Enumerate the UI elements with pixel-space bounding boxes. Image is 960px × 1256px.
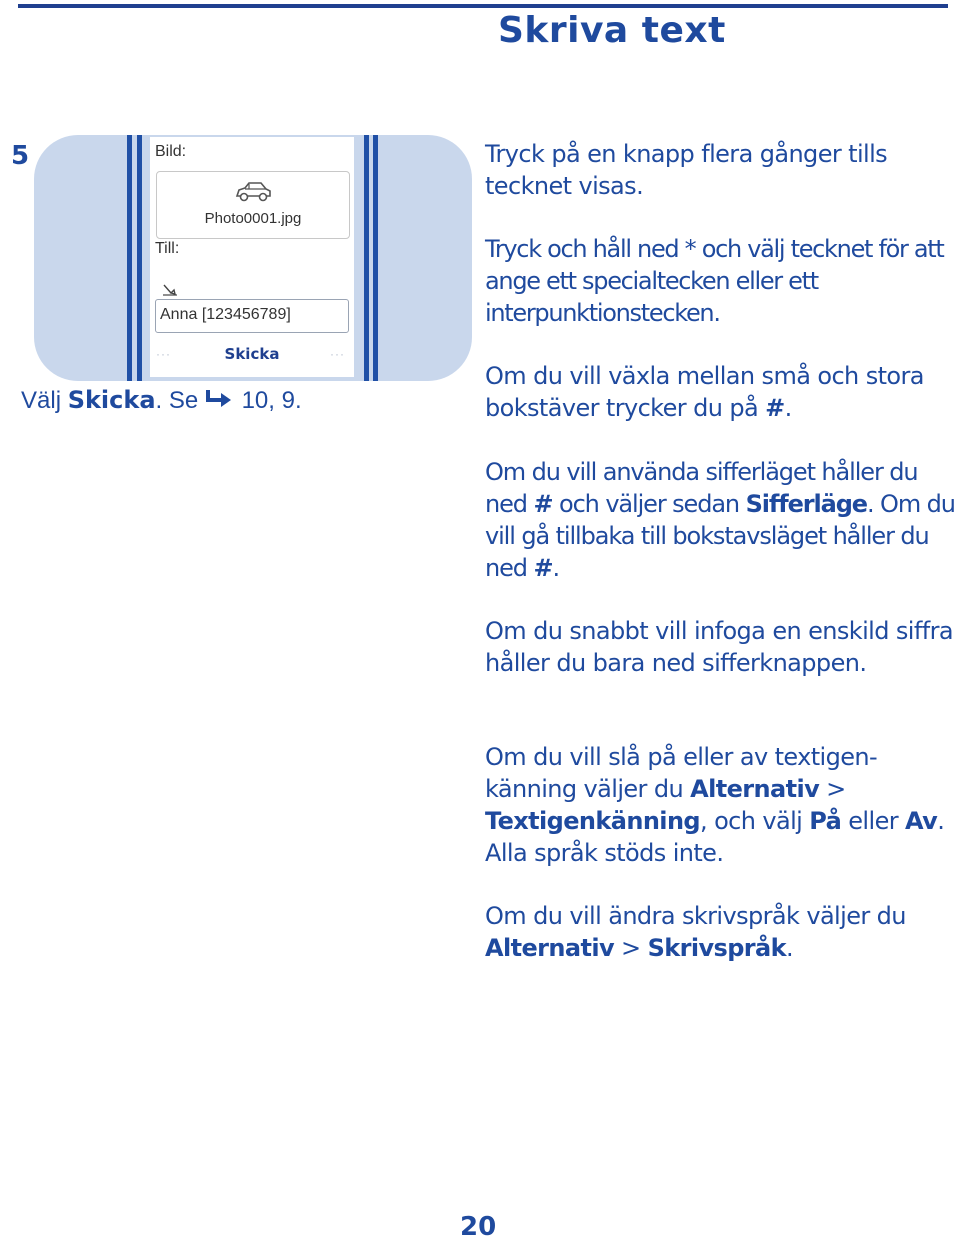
phone-frame-right-inner [364, 135, 369, 381]
caption-action: Skicka [67, 386, 156, 414]
paragraph-single-digit: Om du snabbt vill infoga en enskild siffra håller du bara ned sifferknappen. [485, 617, 953, 677]
paragraph-case-switch [485, 360, 955, 424]
attachment-box[interactable] [156, 171, 350, 239]
p3-key: # [765, 394, 785, 422]
recipient-value: Anna [123456789] [160, 306, 291, 323]
p4-option: Sifferläge [745, 490, 867, 518]
caption-reference: 10, 9. [234, 387, 302, 414]
paragraph-predictive-text [485, 741, 955, 869]
p7-menu-language: Skrivspråk [647, 934, 787, 962]
arrow-reference-icon [205, 388, 235, 410]
p6-text-d: . Alla språk stöds inte. [485, 807, 945, 867]
p4-text-a: Om du vill använda sifferläget håller du ned [485, 458, 918, 518]
car-image-icon [233, 180, 273, 204]
page-title: Skriva text [498, 10, 726, 51]
p6-menu-predictive: Textigenkänning [485, 807, 701, 835]
p6-option-on: På [809, 807, 842, 835]
attachment-filename: Photo0001.jpg [204, 210, 302, 227]
send-softkey[interactable]: Skicka [224, 345, 280, 363]
right-softkey-dots: ··· [330, 347, 345, 361]
top-rule [18, 4, 948, 8]
p6-text-c: eller [841, 807, 906, 835]
p7-text: Om du vill ändra skrivspråk väljer du [485, 902, 906, 930]
p4-text-b: och väljer sedan [552, 490, 746, 518]
p4-end: . [552, 554, 559, 582]
p6-option-off: Av [905, 807, 938, 835]
phone-frame-left-inner [137, 135, 142, 381]
page-number: 20 [460, 1212, 497, 1242]
p6-text-a: Om du vill slå på eller av textigen-känning väljer du [485, 743, 878, 803]
p3-end: . [784, 394, 792, 422]
paragraph-special-characters: Tryck och håll ned * och välj tecknet för att ange ett specialtecken eller ett interpunktionstecken. [485, 235, 944, 327]
step-caption [21, 386, 302, 415]
p4-text-c: . Om du vill gå tillbaka till bokstavsläget håller du ned [485, 490, 955, 582]
paragraph-number-mode [485, 456, 955, 584]
caption-mid: . Se [155, 387, 205, 414]
pen-icon [162, 283, 178, 297]
p6-separator: > [819, 775, 846, 803]
p6-menu-options: Alternativ [690, 775, 820, 803]
paragraph-repeat-press: Tryck på en knapp flera gånger tills tecknet visas. [485, 140, 888, 200]
recipient-field[interactable] [155, 299, 349, 333]
phone-screen [150, 137, 354, 377]
p7-separator: > [614, 934, 648, 962]
p7-menu-options: Alternativ [485, 934, 615, 962]
step-number: 5 [11, 141, 30, 171]
paragraph-writing-language [485, 900, 955, 964]
p7-end: . [786, 934, 794, 962]
to-label: Till: [155, 240, 180, 257]
p6-text-b: , och välj [700, 807, 810, 835]
phone-frame-left-outer [127, 135, 132, 381]
p3-text: Om du vill växla mellan små och stora bokstäver trycker du på [485, 362, 924, 422]
left-softkey-dots: ··· [156, 347, 171, 361]
phone-frame-right-outer [373, 135, 378, 381]
caption-prefix: Välj [21, 387, 68, 414]
image-label: Bild: [155, 143, 187, 160]
p4-key-b: # [533, 554, 553, 582]
p4-key-a: # [533, 490, 553, 518]
